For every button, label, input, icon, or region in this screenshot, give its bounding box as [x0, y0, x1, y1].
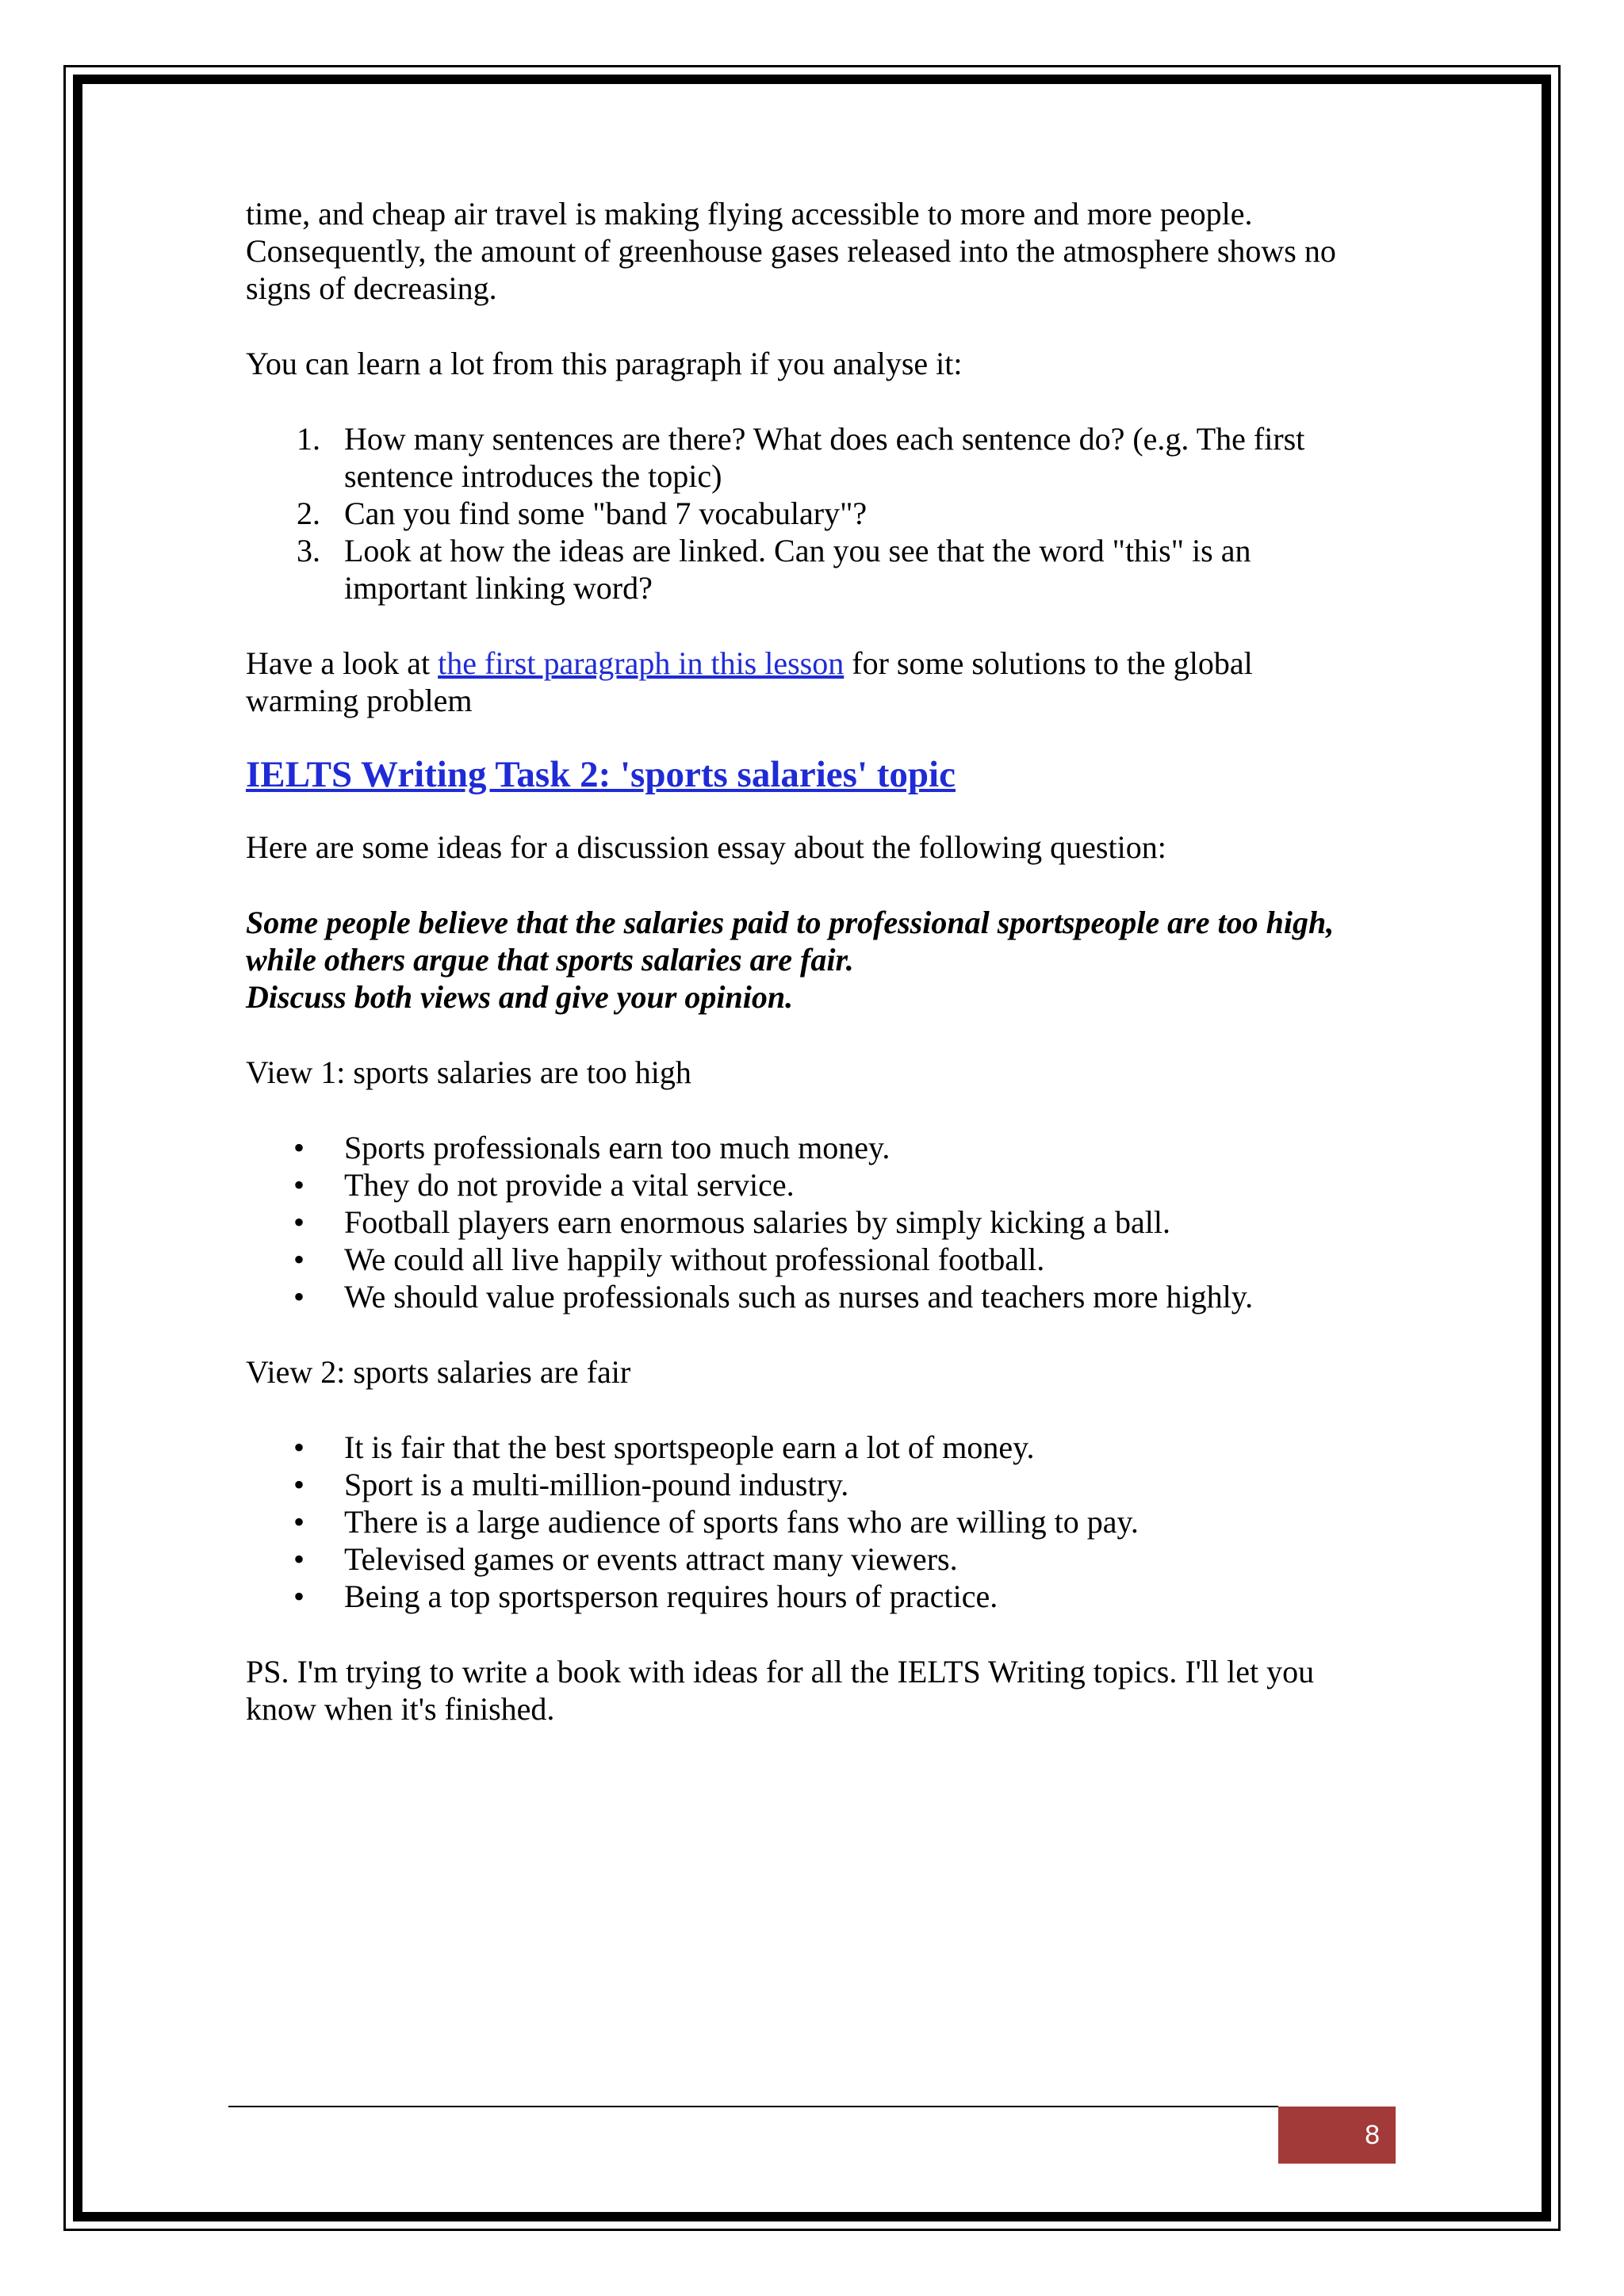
list-item-line: sentence introduces the topic)	[344, 458, 722, 494]
view1-title: View 1: sports salaries are too high	[246, 1054, 691, 1090]
analyse-intro: You can learn a lot from this paragraph if you analyse it:	[246, 346, 963, 381]
question-line-3: Discuss both views and give your opinion.	[246, 979, 794, 1015]
look-paragraph	[246, 645, 1388, 719]
list-item	[246, 1540, 1388, 1578]
list-number: 2.	[297, 496, 320, 531]
bullet-icon: •	[293, 1578, 305, 1614]
list-item	[246, 1429, 1388, 1466]
list-item-line: How many sentences are there? What does each sentence do? (e.g. The first	[344, 421, 1305, 457]
list-item	[246, 1466, 1388, 1503]
list-item	[246, 1166, 1388, 1203]
list-number: 3.	[297, 533, 320, 568]
footer-divider	[228, 2106, 1278, 2107]
look-text-before: Have a look at	[246, 645, 439, 681]
list-item	[246, 1203, 1388, 1241]
list-number: 1.	[297, 421, 320, 457]
page-number-badge: 8	[1278, 2107, 1396, 2164]
list-item	[246, 495, 1388, 532]
list-item	[246, 1278, 1388, 1315]
view2-title: View 2: sports salaries are fair	[246, 1354, 631, 1390]
bullet-text: Sport is a multi-million-pound industry.	[344, 1467, 849, 1502]
section-heading-link[interactable]: IELTS Writing Task 2: 'sports salaries' topic	[246, 754, 956, 795]
bullet-text: They do not provide a vital service.	[344, 1167, 795, 1203]
question-line-2: while others argue that sports salaries are fair.	[246, 942, 854, 978]
page-content	[246, 195, 1388, 1728]
list-item	[246, 1503, 1388, 1540]
list-item-line: Look at how the ideas are linked. Can you see that the word "this" is an	[344, 533, 1251, 568]
ps-line-2: know when it's finished.	[246, 1691, 555, 1727]
first-paragraph-link[interactable]: the first paragraph in this lesson	[438, 645, 845, 681]
ps-paragraph	[246, 1653, 1388, 1728]
intro-paragraph	[246, 195, 1388, 307]
bullet-icon: •	[293, 1279, 305, 1314]
bullet-text: Football players earn enormous salaries by simply kicking a ball.	[344, 1204, 1170, 1240]
bullet-icon: •	[293, 1541, 305, 1577]
intro-line-1: time, and cheap air travel is making flying accessible to more and more people.	[246, 196, 1253, 232]
bullet-icon: •	[293, 1204, 305, 1240]
intro-line-3: signs of decreasing.	[246, 270, 497, 306]
bullet-text: It is fair that the best sportspeople earn a lot of money.	[344, 1429, 1035, 1465]
list-item	[246, 532, 1388, 607]
section-heading	[246, 752, 1388, 797]
bullet-text: We could all live happily without professional football.	[344, 1242, 1045, 1277]
bullet-text: There is a large audience of sports fans who are willing to pay.	[344, 1504, 1139, 1540]
bullet-text: Sports professionals earn too much money.	[344, 1130, 891, 1165]
intro-line-2: Consequently, the amount of greenhouse gases released into the atmosphere shows no	[246, 233, 1336, 269]
view2-bullet-list	[246, 1429, 1388, 1615]
list-item-line: important linking word?	[344, 570, 653, 606]
ps-line-1: PS. I'm trying to write a book with ideas for all the IELTS Writing topics. I'll let you	[246, 1654, 1315, 1689]
bullet-icon: •	[293, 1130, 305, 1165]
look-text-line2: warming problem	[246, 683, 473, 718]
bullet-text: Televised games or events attract many viewers.	[344, 1541, 958, 1577]
list-item-line: Can you find some "band 7 vocabulary"?	[344, 496, 868, 531]
ideas-intro: Here are some ideas for a discussion essay about the following question:	[246, 829, 1166, 865]
bullet-text: We should value professionals such as nurses and teachers more highly.	[344, 1279, 1254, 1314]
numbered-list	[246, 420, 1388, 607]
list-item	[246, 420, 1388, 495]
bullet-icon: •	[293, 1467, 305, 1502]
essay-question	[246, 904, 1388, 1016]
view1-bullet-list	[246, 1129, 1388, 1315]
bullet-icon: •	[293, 1429, 305, 1465]
list-item	[246, 1129, 1388, 1166]
bullet-text: Being a top sportsperson requires hours of practice.	[344, 1578, 998, 1614]
bullet-icon: •	[293, 1167, 305, 1203]
look-text-after: for some solutions to the global	[844, 645, 1253, 681]
list-item	[246, 1241, 1388, 1278]
bullet-icon: •	[293, 1504, 305, 1540]
question-line-1: Some people believe that the salaries paid to professional sportspeople are too high,	[246, 905, 1335, 940]
bullet-icon: •	[293, 1242, 305, 1277]
list-item	[246, 1578, 1388, 1615]
